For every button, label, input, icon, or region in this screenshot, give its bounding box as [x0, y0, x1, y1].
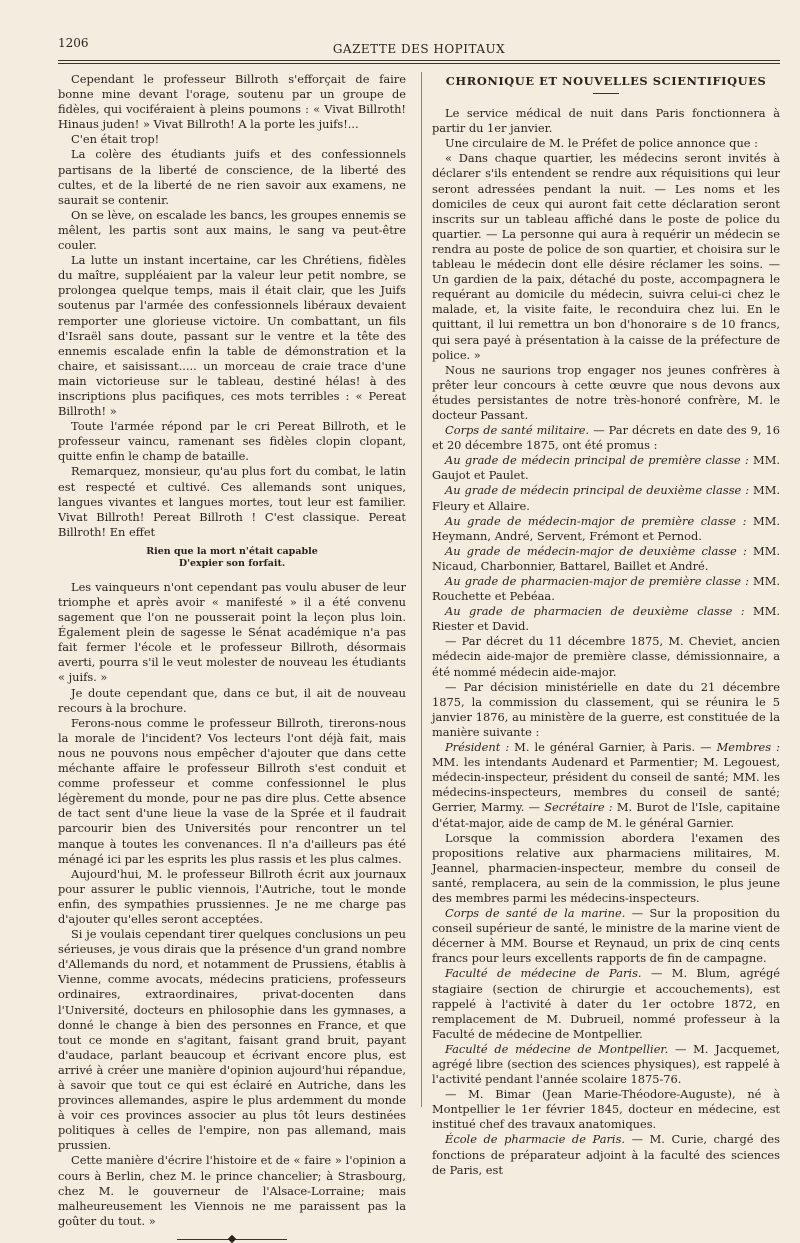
header-rule-double: [58, 63, 780, 64]
news-paragraph: — Par décision ministérielle en date du 21 décembre 1875, la commission du classement, qui se réunira le 5 janvier 1876, au ministère de la guerre, est constituée de la manière suivante :: [432, 679, 780, 739]
header-rule: [58, 60, 780, 61]
news-item-label: École de pharmacie de Paris.: [445, 1132, 626, 1147]
news-item: [432, 1042, 780, 1087]
diamond-ornament-icon: [228, 1235, 236, 1243]
page-number: 1206: [58, 36, 89, 50]
news-item-text: — M. Blum, agrégé stagiaire (section de chirurgie et accouchements), est rappelé à l'activité à dater du 1er octobre 1872, en remplacement de M. Dubrueil, nommé professeur à la Faculté de médecine de Montpellier.: [432, 966, 780, 1041]
news-paragraph: Le service médical de nuit dans Paris fonctionnera à partir du 1er janvier.: [432, 106, 780, 136]
promotion-item: [432, 514, 780, 544]
article-paragraph: Ferons-nous comme le professeur Billroth, tirerons-nous la morale de l'incident? Vos lecteurs l'ont déjà fait, mais nous ne pouvons nous empêcher d'ajouter que dans cette méchante affaire le professeur Billroth s'est conduit et comme professeur et comme confessionnel le plus légèrement du monde, pour ne pas dire plus. Cette absence de tact sent d'une lieue la vase de la Sprée et il faudrait parcourir bien des Universités pour rencontrer un tel manque à toutes les convenances. Il n'a d'ailleurs pas été ménagé ici par les esprits les plus rassis et les plus calmes.: [58, 715, 406, 866]
news-item-label: Corps de santé militaire.: [445, 423, 590, 438]
commission-members: [432, 740, 780, 831]
news-item: [432, 423, 780, 453]
news-paragraph: « Dans chaque quartier, les médecins seront invités à déclarer s'ils entendent se rendre aux réquisitions qui leur seront adressées pendant la nuit. — Les noms et les domiciles de ceux qui auront fait cette déclaration seront inscrits sur un tableau affiché dans le poste de police du quartier. — La personne qui aura à requérir un médecin se rendra au poste de police de son quartier, et choisira sur le tableau le médecin dont elle désire réclamer les soins. — Un gardien de la paix, détaché du poste, accompagnera le requérant au domicile du médecin, suivra celui-ci chez le malade, et, la visite faite, le reconduira chez lui. En le quittant, il lui remettra un bon d'honoraire s de 10 francs, qui sera payé à présentation à la caisse de la préfecture de police. »: [432, 151, 780, 362]
journal-title: GAZETTE DES HOPITAUX: [332, 42, 506, 56]
news-paragraph: Une circulaire de M. le Préfet de police annonce que :: [445, 136, 758, 151]
news-item-text: — Sur la proposition du conseil supérieur de santé, le ministre de la marine vient de décerner à MM. Bourse et Reynaud, un prix de cinq cents francs pour leurs excellents rapports de fin de campagne.: [432, 906, 780, 966]
promotion-grade: Au grade de pharmacien de deuxième classe :: [445, 604, 745, 619]
promotion-item: [432, 544, 780, 574]
promotion-grade: Au grade de médecin-major de deuxième classe :: [445, 543, 747, 558]
news-item-text: — M. Jacquemet, agrégé libre (section des sciences physiques), est rappelé à l'activité pendant l'année scolaire 1875-76.: [432, 1041, 780, 1087]
promotion-item: [432, 453, 780, 483]
article-paragraph: Cependant le professeur Billroth s'efforçait de faire bonne mine devant l'orage, soutenu par un groupe de fidèles, qui vociféraient à pleins poumons : « Vivat Billroth! Hinaus juden! » Vivat Billroth! A la porte les juifs!...: [58, 72, 406, 132]
role-label: Membres :: [716, 740, 780, 755]
role-label: Président :: [445, 740, 510, 755]
promotion-names: MM. Gaujot et Paulet.: [432, 453, 780, 483]
news-item: [432, 906, 780, 966]
column-divider: [421, 72, 422, 1107]
promotion-names: MM. Nicaud, Charbonnier, Battarel, Baillet et André.: [432, 543, 780, 573]
role-text: M. Burot de l'Isle, capitaine d'état-major, aide de camp de M. le général Garnier.: [432, 800, 780, 830]
article-paragraph: Toute l'armée répond par le cri Pereat Billroth, et le professeur vaincu, ramenant ses fidèles clopin clopant, quitte enfin le champ de bataille.: [58, 419, 406, 464]
article-paragraph: La lutte un instant incertaine, car les Chrétiens, fidèles du maître, suppléaient par la valeur leur petit nombre, se prolongea quelque temps, mais il était clair, que les Juifs soutenus par l'armée des confessionnels libéraux devaient remporter une glorieuse victoire. Un combattant, un fils d'Israël sans doute, passant sur le ventre et la tête des ennemis escalade enfin la table de démonstration et la chaire, et saisissant..... un morceau de craie trace d'une main victorieuse sur le tableau, destiné hélas! à des inscriptions plus pacifiques, ces mots terribles : « Pereat Billroth! »: [58, 253, 406, 419]
news-item-text: — Par décrets en date des 9, 16 et 20 décembre 1875, ont été promus :: [432, 423, 781, 453]
verse-line: D'expier son forfait.: [178, 557, 286, 569]
promotion-names: MM. Fleury et Allaire.: [432, 483, 780, 513]
promotion-grade: Au grade de médecin-major de première classe :: [445, 513, 747, 528]
article-paragraph: C'en était trop!: [71, 132, 160, 147]
news-item-text: — M. Curie, chargé des fonctions de préparateur adjoint à la faculté des sciences de Paris, est: [432, 1132, 780, 1177]
right-column: [432, 72, 780, 1178]
article-paragraph: Remarquez, monsieur, qu'au plus fort du combat, le latin est respecté et cultivé. Ces allemands sont uniques, langues vivantes et langues mortes, tout leur est familier. Vivat Billroth! Pereat Billroth ! C'est classique. Pereat Billroth! En effet: [58, 464, 406, 539]
news-item: [432, 966, 780, 1041]
verse-line: Rien que la mort n'était capable: [146, 545, 318, 557]
promotion-grade: Au grade de médecin principal de deuxième classe :: [445, 483, 750, 498]
promotion-grade: Au grade de médecin principal de première classe :: [445, 453, 749, 468]
section-rule: [593, 93, 619, 94]
news-paragraph: Lorsque la commission abordera l'examen des propositions relative aux pharmaciens militaires, M. Jeannel, pharmacien-inspecteur, membre du conseil de santé, remplacera, au sein de la commission, le plus jeune des membres parmi les médecins-inspecteurs.: [432, 830, 780, 905]
article-paragraph: Si je voulais cependant tirer quelques conclusions un peu sérieuses, je vous dirais que la présence d'un grand nombre d'Allemands du nord, et notamment de Prussiens, établis à Vienne, comme avocats, médecins praticiens, professeurs ordinaires, extraordinaires, privat-docenten dans l'Université, docteurs en philosophie dans les gymnases, a donné le change à bien des personnes en France, et que tout ce monde en s'agitant, faisant grand bruit, payant d'audace, parlant beaucoup et écrivant encore plus, est arrivé à créer une manière d'opinion aujourd'hui répandue, à savoir que tout ce qui est éclairé en Autriche, dans les provinces allemandes, aspire le plus ardemment du monde à voir ces provinces associer au plus tôt leurs destinées politiques à celles de l'empire, non pas allemand, mais prussien.: [58, 927, 406, 1153]
news-item: [432, 1132, 780, 1177]
role-text: MM. les intendants Audenard et Parmentier; M. Legouest, médecin-inspecteur, président du conseil de santé; MM. les médecins-inspecteurs, membres du conseil de santé; Gerrier, Marmy. —: [432, 755, 780, 815]
article-paragraph: Je doute cependant que, dans ce but, il ait de nouveau recours à la brochure.: [58, 685, 406, 715]
article-end-ornament: [177, 1239, 287, 1240]
article-paragraph: Aujourd'hui, M. le professeur Billroth écrit aux journaux pour assurer le public viennois, l'Autriche, tout le monde enfin, des sympathies prussiennes. Je ne me charge pas d'ajouter qu'elles seront acceptées.: [58, 866, 406, 926]
verse-quote: [58, 546, 406, 570]
promotion-item: [432, 604, 780, 634]
promotion-grade: Au grade de pharmacien-major de première classe :: [445, 574, 749, 588]
promotion-names: MM. Rouchette et Pebéaa.: [432, 574, 780, 604]
article-paragraph: Les vainqueurs n'ont cependant pas voulu abuser de leur triomphe et après avoir « manifesté » il a été convenu sagement que l'on ne pousserait point la leçon plus loin. Également plein de sagesse le Sénat académique n'a pas fait fermer l'école et le professeur Billroth, désormais averti, pourra s'il le veut molester de nouveau les étudiants « juifs. »: [58, 579, 406, 685]
article-paragraph: On se lève, on escalade les bancs, les groupes ennemis se mêlent, les partis sont aux mains, le sang va peut-être couler.: [58, 207, 406, 253]
section-title: CHRONIQUE ET NOUVELLES SCIENTIFIQUES: [445, 74, 767, 88]
promotion-names: MM. Heymann, André, Servent, Frémont et Pernod.: [432, 513, 780, 543]
role-label: Secrétaire :: [544, 800, 613, 815]
role-text: M. le général Garnier, à Paris. —: [509, 740, 717, 755]
left-column: [58, 72, 406, 1240]
article-paragraph: Cette manière d'écrire l'histoire et de « faire » l'opinion a cours à Berlin, chez M. le prince chancelier; à Strasbourg, chez M. le gouverneur de l'Alsace-Lorraine; mais malheureusement les Viennois ne me paraissent pas la goûter du tout. »: [58, 1153, 406, 1228]
news-item-label: Faculté de médecine de Paris.: [445, 966, 642, 981]
news-item-label: Corps de santé de la marine.: [445, 906, 626, 921]
news-paragraph: Nous ne saurions trop engager nos jeunes confrères à prêter leur concours à cette œuvre que nous devons aux études persistantes de notre très-honoré confrère, M. le docteur Passant.: [432, 362, 780, 422]
page-header: [58, 36, 780, 58]
news-item-label: Faculté de médecine de Montpellier.: [445, 1041, 669, 1056]
promotion-item: [432, 574, 780, 604]
article-paragraph: La colère des étudiants juifs et des confessionnels partisans de la liberté de conscience, de la liberté des cultes, et de la liberté de ne rien savoir aux examens, ne saurait se contenir.: [58, 147, 406, 207]
news-paragraph: — Par décret du 11 décembre 1875, M. Cheviet, ancien médecin aide-major de première classe, démissionnaire, a été nommé médecin aide-major.: [432, 634, 780, 679]
news-paragraph: — M. Bimar (Jean Marie-Théodore-Auguste), né à Montpellier le 1er février 1845, docteur en médecine, est institué chef des travaux anatomiques.: [432, 1087, 780, 1132]
promotion-names: MM. Riester et David.: [432, 604, 780, 634]
promotion-item: [432, 483, 780, 513]
